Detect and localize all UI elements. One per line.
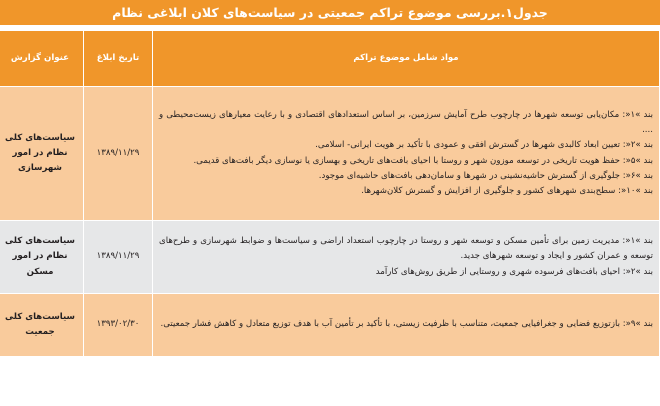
table-body — [0, 87, 659, 356]
cell-report-title: سیاست‌های کلی نظام در امور شهرسازی — [0, 87, 83, 220]
cell-report-title: سیاست‌های کلی نظام در امور مسکن — [0, 221, 83, 293]
table-row — [0, 221, 659, 293]
cell-notice-date: ۱۳۸۹/۱۱/۲۹ — [84, 87, 152, 220]
column-header-report-title: عنوان گزارش — [0, 31, 83, 86]
cell-notice-date: ۱۳۹۳/۰۲/۳۰ — [84, 294, 152, 356]
cell-content — [153, 294, 659, 356]
table-caption: جدول۱.بررسی موضوع تراکم جمعیتی در سیاست‌های کلان ابلاغی نظام — [0, 0, 660, 25]
cell-report-title: سیاست‌های کلی جمعیت — [0, 294, 83, 356]
cell-content — [153, 87, 659, 220]
clause-item: بند »۱«: مکان‌یابی توسعه شهرها در چارچوب طرح آمایش سرزمین، بر اساس استعدادهای اقتصادی و با رعایت معیارهای زیست‌محیطی و .... — [159, 110, 653, 136]
clause-item: بند »۶«: جلوگیری از گسترش حاشیه‌نشینی در شهرها و سامان‌دهی بافت‌های حاشیه‌ای موجود. — [318, 170, 653, 181]
clause-item: بند »۱«: مدیریت زمین برای تأمین مسکن و توسعه شهر و روستا در چارچوب استعداد اراضی و سیاست‌ها و ضوابط شهرسازی و طرح‌های توسعه و عمران کشور و ایجاد و توسعه شهرهای جدید. — [159, 236, 653, 262]
table-row — [0, 294, 659, 356]
cell-content — [153, 221, 659, 293]
column-header-content: مواد شامل موضوع تراکم — [153, 31, 659, 86]
clause-item: بند »۵«: حفظ هویت تاریخی در توسعه موزون شهر و روستا با احیای بافت‌های تاریخی و بهسازی یا نوسازی دیگر بافت‌های قدیمی. — [193, 155, 653, 166]
clause-item: بند »۲«: تعیین ابعاد کالبدی شهرها در گسترش افقی و عمودی با تأکید بر هویت ایرانی- اسلامی. — [315, 140, 653, 151]
clause-item: بند »۹«: بازتوزیع فضایی و جغرافیایی جمعیت، متناسب با ظرفیت زیستی، با تأکید بر تأمین آب با هدف توزیع متعادل و کاهش فشار جمعیتی. — [160, 319, 653, 330]
column-header-notice-date: تاریخ ابلاغ — [84, 31, 152, 86]
table-header — [0, 31, 659, 86]
policy-table — [0, 30, 660, 357]
table-row — [0, 87, 659, 220]
cell-notice-date: ۱۳۸۹/۱۱/۲۹ — [84, 221, 152, 293]
clause-item: بند »۱۰«: سطح‌بندی شهرهای کشور و جلوگیری از افزایش و گسترش کلان‌شهرها. — [361, 185, 653, 196]
header-row — [0, 31, 659, 86]
clause-item: بند »۲«: احیای بافت‌های فرسوده شهری و روستایی از طریق روش‌های کارآمد — [375, 266, 653, 277]
